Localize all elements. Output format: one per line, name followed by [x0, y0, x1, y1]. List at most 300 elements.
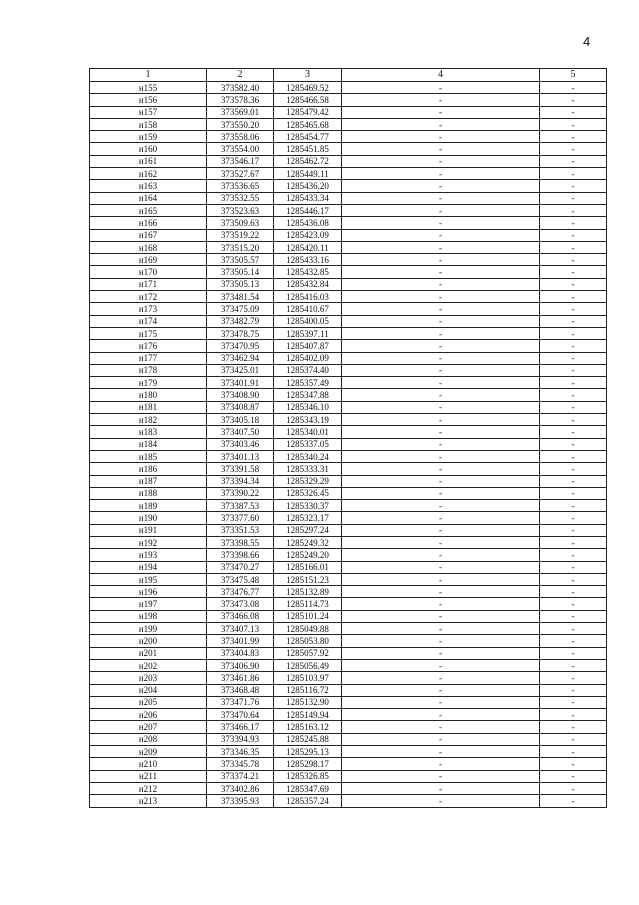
table-row — [90, 512, 607, 524]
x-coordinate-cell: 373515.20 — [207, 241, 274, 253]
point-id-cell: н197 — [90, 598, 207, 610]
x-coordinate-cell: 373478.75 — [207, 327, 274, 339]
column-4-cell: - — [342, 758, 540, 770]
y-coordinate-cell: 1285466.58 — [274, 94, 342, 106]
y-coordinate-cell: 1285049.88 — [274, 623, 342, 635]
y-coordinate-cell: 1285433.34 — [274, 192, 342, 204]
x-coordinate-cell: 373394.34 — [207, 475, 274, 487]
table-row — [90, 426, 607, 438]
column-4-cell: - — [342, 536, 540, 548]
table-row — [90, 94, 607, 106]
column-5-cell: - — [540, 623, 607, 635]
point-id-cell: н195 — [90, 573, 207, 585]
y-coordinate-cell: 1285337.05 — [274, 438, 342, 450]
column-header-4: 4 — [342, 69, 540, 82]
column-4-cell: - — [342, 709, 540, 721]
x-coordinate-cell: 373550.20 — [207, 118, 274, 130]
column-4-cell: - — [342, 192, 540, 204]
column-4-cell: - — [342, 672, 540, 684]
table-row — [90, 217, 607, 229]
point-id-cell: н178 — [90, 364, 207, 376]
point-id-cell: н170 — [90, 266, 207, 278]
column-5-cell: - — [540, 733, 607, 745]
x-coordinate-cell: 373466.17 — [207, 721, 274, 733]
point-id-cell: н212 — [90, 782, 207, 794]
column-4-cell: - — [342, 94, 540, 106]
column-5-cell: - — [540, 795, 607, 807]
point-id-cell: н180 — [90, 389, 207, 401]
y-coordinate-cell: 1285462.72 — [274, 155, 342, 167]
coordinates-table — [89, 68, 607, 808]
column-5-cell: - — [540, 389, 607, 401]
table-row — [90, 180, 607, 192]
column-4-cell: - — [342, 512, 540, 524]
point-id-cell: н194 — [90, 561, 207, 573]
column-4-cell: - — [342, 721, 540, 733]
page-number: 4 — [583, 34, 591, 49]
column-5-cell: - — [540, 192, 607, 204]
column-5-cell: - — [540, 610, 607, 622]
column-4-cell: - — [342, 746, 540, 758]
point-id-cell: н193 — [90, 549, 207, 561]
column-5-cell: - — [540, 463, 607, 475]
column-5-cell: - — [540, 266, 607, 278]
table-row — [90, 352, 607, 364]
y-coordinate-cell: 1285407.87 — [274, 340, 342, 352]
column-5-cell: - — [540, 254, 607, 266]
y-coordinate-cell: 1285451.85 — [274, 143, 342, 155]
y-coordinate-cell: 1285149.94 — [274, 709, 342, 721]
x-coordinate-cell: 373404.83 — [207, 647, 274, 659]
table-row — [90, 561, 607, 573]
table-body — [90, 82, 607, 808]
column-4-cell: - — [342, 450, 540, 462]
point-id-cell: н207 — [90, 721, 207, 733]
point-id-cell: н206 — [90, 709, 207, 721]
table-row — [90, 782, 607, 794]
x-coordinate-cell: 373505.57 — [207, 254, 274, 266]
y-coordinate-cell: 1285056.49 — [274, 659, 342, 671]
x-coordinate-cell: 373475.48 — [207, 573, 274, 585]
x-coordinate-cell: 373374.21 — [207, 770, 274, 782]
column-5-cell: - — [540, 672, 607, 684]
column-4-cell: - — [342, 610, 540, 622]
column-5-cell: - — [540, 204, 607, 216]
point-id-cell: н213 — [90, 795, 207, 807]
point-id-cell: н203 — [90, 672, 207, 684]
column-5-cell: - — [540, 291, 607, 303]
point-id-cell: н176 — [90, 340, 207, 352]
column-5-cell: - — [540, 94, 607, 106]
column-5-cell: - — [540, 118, 607, 130]
x-coordinate-cell: 373425.01 — [207, 364, 274, 376]
y-coordinate-cell: 1285333.31 — [274, 463, 342, 475]
y-coordinate-cell: 1285346.10 — [274, 401, 342, 413]
x-coordinate-cell: 373405.18 — [207, 414, 274, 426]
table-row — [90, 770, 607, 782]
x-coordinate-cell: 373394.93 — [207, 733, 274, 745]
table-row — [90, 635, 607, 647]
column-5-cell: - — [540, 758, 607, 770]
column-4-cell: - — [342, 524, 540, 536]
column-5-cell: - — [540, 635, 607, 647]
column-5-cell: - — [540, 143, 607, 155]
y-coordinate-cell: 1285053.80 — [274, 635, 342, 647]
point-id-cell: н202 — [90, 659, 207, 671]
x-coordinate-cell: 373470.95 — [207, 340, 274, 352]
x-coordinate-cell: 373470.27 — [207, 561, 274, 573]
column-4-cell: - — [342, 204, 540, 216]
x-coordinate-cell: 373546.17 — [207, 155, 274, 167]
column-5-cell: - — [540, 278, 607, 290]
table-row — [90, 204, 607, 216]
column-4-cell: - — [342, 352, 540, 364]
column-5-cell: - — [540, 82, 607, 94]
column-5-cell: - — [540, 573, 607, 585]
x-coordinate-cell: 373523.63 — [207, 204, 274, 216]
x-coordinate-cell: 373398.66 — [207, 549, 274, 561]
column-4-cell: - — [342, 254, 540, 266]
column-4-cell: - — [342, 795, 540, 807]
column-5-cell: - — [540, 241, 607, 253]
column-header-2: 2 — [207, 69, 274, 82]
table-row — [90, 340, 607, 352]
table-row — [90, 131, 607, 143]
point-id-cell: н165 — [90, 204, 207, 216]
y-coordinate-cell: 1285432.85 — [274, 266, 342, 278]
column-header-3: 3 — [274, 69, 342, 82]
y-coordinate-cell: 1285249.20 — [274, 549, 342, 561]
x-coordinate-cell: 373461.86 — [207, 672, 274, 684]
y-coordinate-cell: 1285166.01 — [274, 561, 342, 573]
point-id-cell: н169 — [90, 254, 207, 266]
point-id-cell: н192 — [90, 536, 207, 548]
y-coordinate-cell: 1285347.88 — [274, 389, 342, 401]
x-coordinate-cell: 373582.40 — [207, 82, 274, 94]
table-row — [90, 659, 607, 671]
y-coordinate-cell: 1285249.32 — [274, 536, 342, 548]
y-coordinate-cell: 1285454.77 — [274, 131, 342, 143]
x-coordinate-cell: 373408.90 — [207, 389, 274, 401]
y-coordinate-cell: 1285423.09 — [274, 229, 342, 241]
x-coordinate-cell: 373345.78 — [207, 758, 274, 770]
column-5-cell: - — [540, 746, 607, 758]
column-4-cell: - — [342, 118, 540, 130]
table-row — [90, 143, 607, 155]
x-coordinate-cell: 373554.00 — [207, 143, 274, 155]
point-id-cell: н196 — [90, 586, 207, 598]
table-row — [90, 438, 607, 450]
x-coordinate-cell: 373390.22 — [207, 487, 274, 499]
column-5-cell: - — [540, 487, 607, 499]
point-id-cell: н157 — [90, 106, 207, 118]
column-4-cell: - — [342, 635, 540, 647]
column-5-cell: - — [540, 217, 607, 229]
column-5-cell: - — [540, 438, 607, 450]
table-row — [90, 709, 607, 721]
x-coordinate-cell: 373466.08 — [207, 610, 274, 622]
table-row — [90, 377, 607, 389]
column-4-cell: - — [342, 475, 540, 487]
y-coordinate-cell: 1285132.90 — [274, 696, 342, 708]
column-4-cell: - — [342, 770, 540, 782]
table-row — [90, 610, 607, 622]
column-5-cell: - — [540, 524, 607, 536]
x-coordinate-cell: 373519.22 — [207, 229, 274, 241]
table-row — [90, 106, 607, 118]
point-id-cell: н209 — [90, 746, 207, 758]
column-4-cell: - — [342, 573, 540, 585]
column-5-cell: - — [540, 340, 607, 352]
point-id-cell: н183 — [90, 426, 207, 438]
y-coordinate-cell: 1285103.97 — [274, 672, 342, 684]
point-id-cell: н187 — [90, 475, 207, 487]
x-coordinate-cell: 373505.13 — [207, 278, 274, 290]
y-coordinate-cell: 1285326.85 — [274, 770, 342, 782]
y-coordinate-cell: 1285057.92 — [274, 647, 342, 659]
column-4-cell: - — [342, 549, 540, 561]
column-4-cell: - — [342, 303, 540, 315]
table-header-row — [90, 69, 607, 82]
table-row — [90, 696, 607, 708]
y-coordinate-cell: 1285343.19 — [274, 414, 342, 426]
point-id-cell: н156 — [90, 94, 207, 106]
column-5-cell: - — [540, 414, 607, 426]
y-coordinate-cell: 1285114.73 — [274, 598, 342, 610]
column-5-cell: - — [540, 512, 607, 524]
y-coordinate-cell: 1285436.08 — [274, 217, 342, 229]
x-coordinate-cell: 373505.14 — [207, 266, 274, 278]
column-4-cell: - — [342, 180, 540, 192]
point-id-cell: н164 — [90, 192, 207, 204]
point-id-cell: н174 — [90, 315, 207, 327]
column-4-cell: - — [342, 327, 540, 339]
x-coordinate-cell: 373473.08 — [207, 598, 274, 610]
x-coordinate-cell: 373351.53 — [207, 524, 274, 536]
point-id-cell: н175 — [90, 327, 207, 339]
x-coordinate-cell: 373407.50 — [207, 426, 274, 438]
table-row — [90, 475, 607, 487]
column-4-cell: - — [342, 438, 540, 450]
point-id-cell: н163 — [90, 180, 207, 192]
table-row — [90, 168, 607, 180]
table-row — [90, 672, 607, 684]
point-id-cell: н173 — [90, 303, 207, 315]
x-coordinate-cell: 373408.87 — [207, 401, 274, 413]
y-coordinate-cell: 1285295.13 — [274, 746, 342, 758]
table-row — [90, 389, 607, 401]
x-coordinate-cell: 373476.77 — [207, 586, 274, 598]
table-row — [90, 192, 607, 204]
column-4-cell: - — [342, 389, 540, 401]
column-4-cell: - — [342, 229, 540, 241]
column-5-cell: - — [540, 536, 607, 548]
y-coordinate-cell: 1285465.68 — [274, 118, 342, 130]
column-4-cell: - — [342, 278, 540, 290]
column-5-cell: - — [540, 155, 607, 167]
column-5-cell: - — [540, 475, 607, 487]
column-4-cell: - — [342, 659, 540, 671]
y-coordinate-cell: 1285420.11 — [274, 241, 342, 253]
column-4-cell: - — [342, 364, 540, 376]
column-4-cell: - — [342, 463, 540, 475]
column-4-cell: - — [342, 561, 540, 573]
table-row — [90, 303, 607, 315]
table-row — [90, 758, 607, 770]
y-coordinate-cell: 1285400.05 — [274, 315, 342, 327]
x-coordinate-cell: 373470.64 — [207, 709, 274, 721]
x-coordinate-cell: 373402.86 — [207, 782, 274, 794]
y-coordinate-cell: 1285298.17 — [274, 758, 342, 770]
table-row — [90, 795, 607, 807]
y-coordinate-cell: 1285449.11 — [274, 168, 342, 180]
column-5-cell: - — [540, 450, 607, 462]
column-4-cell: - — [342, 266, 540, 278]
x-coordinate-cell: 373395.93 — [207, 795, 274, 807]
column-4-cell: - — [342, 782, 540, 794]
point-id-cell: н177 — [90, 352, 207, 364]
y-coordinate-cell: 1285446.17 — [274, 204, 342, 216]
point-id-cell: н191 — [90, 524, 207, 536]
table-row — [90, 278, 607, 290]
x-coordinate-cell: 373377.60 — [207, 512, 274, 524]
column-5-cell: - — [540, 500, 607, 512]
point-id-cell: н161 — [90, 155, 207, 167]
column-4-cell: - — [342, 291, 540, 303]
column-5-cell: - — [540, 549, 607, 561]
x-coordinate-cell: 373527.67 — [207, 168, 274, 180]
y-coordinate-cell: 1285357.49 — [274, 377, 342, 389]
y-coordinate-cell: 1285357.24 — [274, 795, 342, 807]
point-id-cell: н166 — [90, 217, 207, 229]
point-id-cell: н182 — [90, 414, 207, 426]
x-coordinate-cell: 373401.13 — [207, 450, 274, 462]
table-row — [90, 536, 607, 548]
point-id-cell: н160 — [90, 143, 207, 155]
point-id-cell: н201 — [90, 647, 207, 659]
column-4-cell: - — [342, 414, 540, 426]
column-4-cell: - — [342, 696, 540, 708]
column-5-cell: - — [540, 315, 607, 327]
x-coordinate-cell: 373468.48 — [207, 684, 274, 696]
column-5-cell: - — [540, 229, 607, 241]
x-coordinate-cell: 373482.79 — [207, 315, 274, 327]
table-row — [90, 315, 607, 327]
column-5-cell: - — [540, 684, 607, 696]
column-4-cell: - — [342, 647, 540, 659]
y-coordinate-cell: 1285410.67 — [274, 303, 342, 315]
y-coordinate-cell: 1285432.84 — [274, 278, 342, 290]
y-coordinate-cell: 1285326.45 — [274, 487, 342, 499]
table-row — [90, 229, 607, 241]
column-5-cell: - — [540, 721, 607, 733]
point-id-cell: н181 — [90, 401, 207, 413]
y-coordinate-cell: 1285469.52 — [274, 82, 342, 94]
y-coordinate-cell: 1285163.12 — [274, 721, 342, 733]
x-coordinate-cell: 373475.09 — [207, 303, 274, 315]
column-5-cell: - — [540, 782, 607, 794]
point-id-cell: н172 — [90, 291, 207, 303]
column-5-cell: - — [540, 709, 607, 721]
x-coordinate-cell: 373558.06 — [207, 131, 274, 143]
y-coordinate-cell: 1285116.72 — [274, 684, 342, 696]
point-id-cell: н204 — [90, 684, 207, 696]
x-coordinate-cell: 373509.63 — [207, 217, 274, 229]
table-row — [90, 414, 607, 426]
table-row — [90, 82, 607, 94]
point-id-cell: н211 — [90, 770, 207, 782]
column-4-cell: - — [342, 500, 540, 512]
y-coordinate-cell: 1285340.24 — [274, 450, 342, 462]
column-4-cell: - — [342, 155, 540, 167]
table-row — [90, 487, 607, 499]
column-5-cell: - — [540, 327, 607, 339]
column-header-5: 5 — [540, 69, 607, 82]
point-id-cell: н186 — [90, 463, 207, 475]
y-coordinate-cell: 1285101.24 — [274, 610, 342, 622]
table-row — [90, 450, 607, 462]
x-coordinate-cell: 373462.94 — [207, 352, 274, 364]
table-row — [90, 291, 607, 303]
table-row — [90, 623, 607, 635]
x-coordinate-cell: 373471.76 — [207, 696, 274, 708]
point-id-cell: н162 — [90, 168, 207, 180]
table-row — [90, 401, 607, 413]
table-row — [90, 254, 607, 266]
table-row — [90, 586, 607, 598]
point-id-cell: н208 — [90, 733, 207, 745]
x-coordinate-cell: 373346.35 — [207, 746, 274, 758]
column-5-cell: - — [540, 180, 607, 192]
point-id-cell: н158 — [90, 118, 207, 130]
column-4-cell: - — [342, 684, 540, 696]
point-id-cell: н205 — [90, 696, 207, 708]
column-4-cell: - — [342, 106, 540, 118]
table-row — [90, 118, 607, 130]
column-4-cell: - — [342, 598, 540, 610]
y-coordinate-cell: 1285402.09 — [274, 352, 342, 364]
y-coordinate-cell: 1285245.88 — [274, 733, 342, 745]
column-5-cell: - — [540, 770, 607, 782]
y-coordinate-cell: 1285329.29 — [274, 475, 342, 487]
point-id-cell: н190 — [90, 512, 207, 524]
table-row — [90, 746, 607, 758]
column-5-cell: - — [540, 659, 607, 671]
table-row — [90, 721, 607, 733]
x-coordinate-cell: 373536.65 — [207, 180, 274, 192]
column-5-cell: - — [540, 598, 607, 610]
y-coordinate-cell: 1285330.37 — [274, 500, 342, 512]
point-id-cell: н159 — [90, 131, 207, 143]
x-coordinate-cell: 373401.91 — [207, 377, 274, 389]
point-id-cell: н189 — [90, 500, 207, 512]
table-row — [90, 573, 607, 585]
y-coordinate-cell: 1285323.17 — [274, 512, 342, 524]
x-coordinate-cell: 373569.01 — [207, 106, 274, 118]
point-id-cell: н184 — [90, 438, 207, 450]
y-coordinate-cell: 1285479.42 — [274, 106, 342, 118]
table-row — [90, 155, 607, 167]
y-coordinate-cell: 1285397.11 — [274, 327, 342, 339]
column-5-cell: - — [540, 586, 607, 598]
column-5-cell: - — [540, 426, 607, 438]
point-id-cell: н179 — [90, 377, 207, 389]
table-row — [90, 500, 607, 512]
column-header-1: 1 — [90, 69, 207, 82]
table-row — [90, 549, 607, 561]
column-4-cell: - — [342, 82, 540, 94]
column-4-cell: - — [342, 733, 540, 745]
